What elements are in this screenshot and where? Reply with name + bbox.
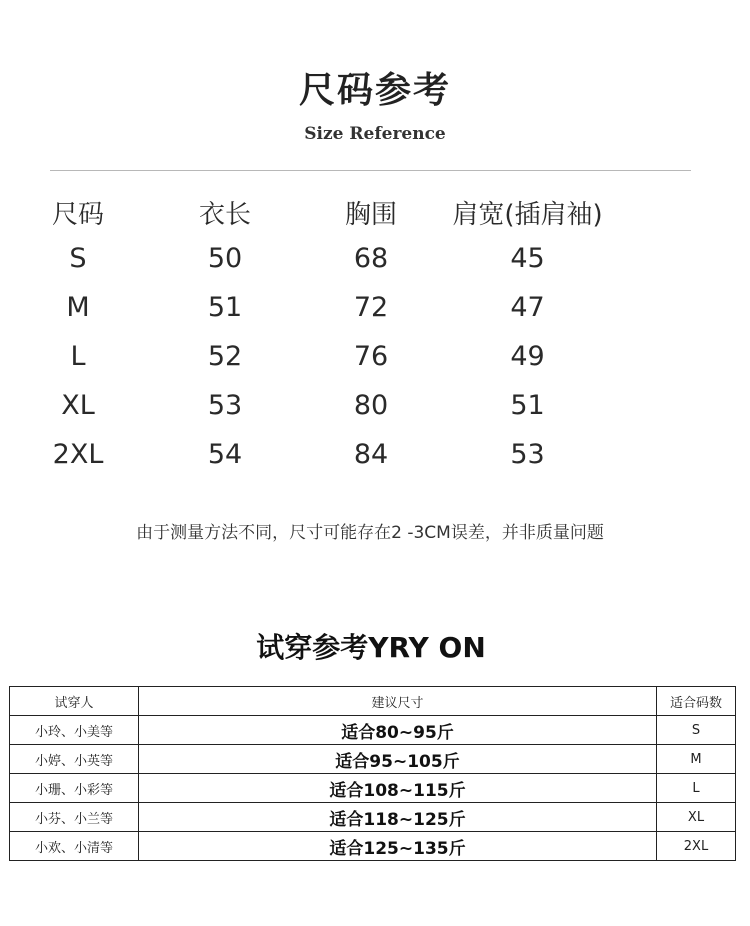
shoulder-cell: 47 xyxy=(510,292,545,323)
length-cell: 53 xyxy=(207,390,243,421)
chest-cell: 76 xyxy=(353,341,389,372)
fit-size-cell: XL xyxy=(657,803,736,832)
fit-size-cell: 2XL xyxy=(657,832,736,861)
chest-cell: 68 xyxy=(353,243,389,274)
chest-cell: 80 xyxy=(353,390,389,421)
person-cell: 小欢、小清等 xyxy=(10,832,139,861)
size-cell: M xyxy=(66,292,90,323)
chest-cell: 84 xyxy=(353,439,389,470)
page-subtitle: Size Reference xyxy=(304,124,446,144)
header-size: 尺码 xyxy=(51,200,104,230)
weight-cell: 适合118~125斤 xyxy=(139,803,657,832)
title-divider xyxy=(50,170,691,171)
try-on-header-row xyxy=(10,687,736,716)
size-row xyxy=(0,439,750,488)
measurement-note: 由于测量方法不同，尺寸可能存在2 -3CM误差，并非质量问题 xyxy=(136,523,604,543)
shoulder-cell: 45 xyxy=(510,243,545,274)
size-row xyxy=(0,341,750,390)
size-cell: 2XL xyxy=(52,439,104,470)
header-length: 衣长 xyxy=(198,200,251,230)
table-row xyxy=(10,716,736,745)
size-cell: XL xyxy=(61,390,95,421)
weight-cell: 适合108~115斤 xyxy=(139,774,657,803)
person-cell: 小玲、小美等 xyxy=(10,716,139,745)
header-person: 试穿人 xyxy=(10,687,139,716)
page-title: 尺码参考 xyxy=(298,70,451,111)
size-cell: S xyxy=(69,243,87,274)
shoulder-cell: 51 xyxy=(510,390,545,421)
size-table-header xyxy=(0,194,750,243)
chest-cell: 72 xyxy=(353,292,389,323)
length-cell: 52 xyxy=(207,341,243,372)
size-row xyxy=(0,243,750,292)
size-cell: L xyxy=(70,341,86,372)
try-on-title: 试穿参考YRY ON xyxy=(256,631,486,664)
table-row xyxy=(10,745,736,774)
header-fit-size: 适合码数 xyxy=(657,687,736,716)
size-table xyxy=(0,194,750,488)
person-cell: 小芬、小兰等 xyxy=(10,803,139,832)
shoulder-cell: 49 xyxy=(510,341,545,372)
table-row xyxy=(10,803,736,832)
shoulder-cell: 53 xyxy=(510,439,545,470)
table-row xyxy=(10,774,736,803)
try-on-table xyxy=(9,686,736,861)
weight-cell: 适合95~105斤 xyxy=(139,745,657,774)
fit-size-cell: L xyxy=(657,774,736,803)
length-cell: 54 xyxy=(207,439,243,470)
length-cell: 50 xyxy=(207,243,243,274)
weight-cell: 适合125~135斤 xyxy=(139,832,657,861)
table-row xyxy=(10,832,736,861)
fit-size-cell: M xyxy=(657,745,736,774)
fit-size-cell: S xyxy=(657,716,736,745)
person-cell: 小婷、小英等 xyxy=(10,745,139,774)
header-recommended: 建议尺寸 xyxy=(139,687,657,716)
size-row xyxy=(0,390,750,439)
size-row xyxy=(0,292,750,341)
person-cell: 小珊、小彩等 xyxy=(10,774,139,803)
header-shoulder: 肩宽(插肩袖) xyxy=(452,200,603,230)
header-chest: 胸围 xyxy=(344,200,397,230)
length-cell: 51 xyxy=(207,292,243,323)
weight-cell: 适合80~95斤 xyxy=(139,716,657,745)
